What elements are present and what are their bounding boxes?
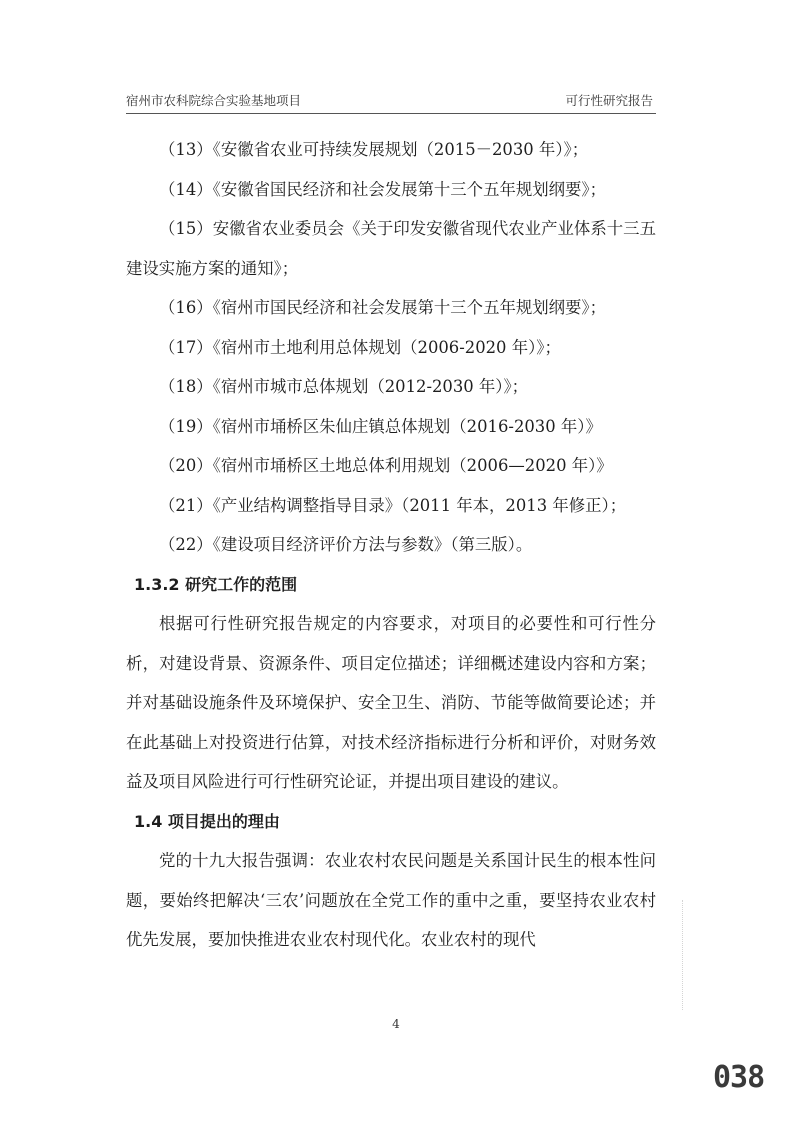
- document-body: [126, 130, 656, 960]
- scan-artifact: [682, 900, 684, 1010]
- reference-item-18: （18）《宿州市城市总体规划（2012-2030 年）》；: [159, 377, 529, 396]
- reference-item-17: （17）《宿州市土地利用总体规划（2006-2020 年）》；: [159, 337, 561, 357]
- reference-item-14: （14）《安徽省国民经济和社会发展第十三个五年规划纲要》；: [159, 179, 607, 199]
- reference-item-15: （15）安徽省农业委员会《关于印发安徽省现代农业产业体系十三五建设实施方案的通知》；: [126, 219, 656, 278]
- reference-item-22: （22）《建设项目经济评价方法与参数》（第三版）。: [159, 535, 533, 554]
- reference-item-13: （13）《安徽省农业可持续发展规划（2015－2030 年）》；: [159, 140, 589, 159]
- section-paragraph-1-3-2: 根据可行性研究报告规定的内容要求，对项目的必要性和可行性分析，对建设背景、资源条件、项目定位描述；详细概述建设内容和方案；并对基础设施条件及环境保护、安全卫生、消防、节能等做简要论述；并在此基础上对投资进行估算，对技术经济指标进行分析和评价，对财务效益及项目风险进行可行性研究论证，并提出项目建设的建议。: [126, 614, 656, 791]
- section-paragraph-1-4: 党的十九大报告强调：农业农村农民问题是关系国计民生的根本性问题，要始终把解决‘三农’问题放在全党工作的重中之重，要坚持农业农村优先发展，要加快推进农业农村现代化。农业农村的现代: [126, 851, 656, 949]
- reference-item-19: （19）《宿州市埇桥区朱仙庄镇总体规划（2016-2030 年）》: [159, 416, 602, 436]
- header-divider: [126, 113, 656, 114]
- sheet-number-stamp: 038: [713, 1060, 765, 1095]
- page-number: 4: [392, 1017, 400, 1031]
- header-project-name: 宿州市农科院综合实验基地项目: [126, 93, 302, 108]
- reference-item-16: （16）《宿州市国民经济和社会发展第十三个五年规划纲要》；: [159, 298, 607, 317]
- section-heading-1-3-2: 1.3.2 研究工作的范围: [134, 574, 298, 594]
- reference-item-21: （21）《产业结构调整指导目录》（2011 年本，2013 年修正）；: [159, 495, 627, 515]
- reference-item-20: （20）《宿州市埇桥区土地总体利用规划（2006—2020 年）》: [159, 456, 613, 475]
- header-report-type: 可行性研究报告: [565, 93, 653, 108]
- section-heading-1-4: 1.4 项目提出的理由: [134, 811, 280, 831]
